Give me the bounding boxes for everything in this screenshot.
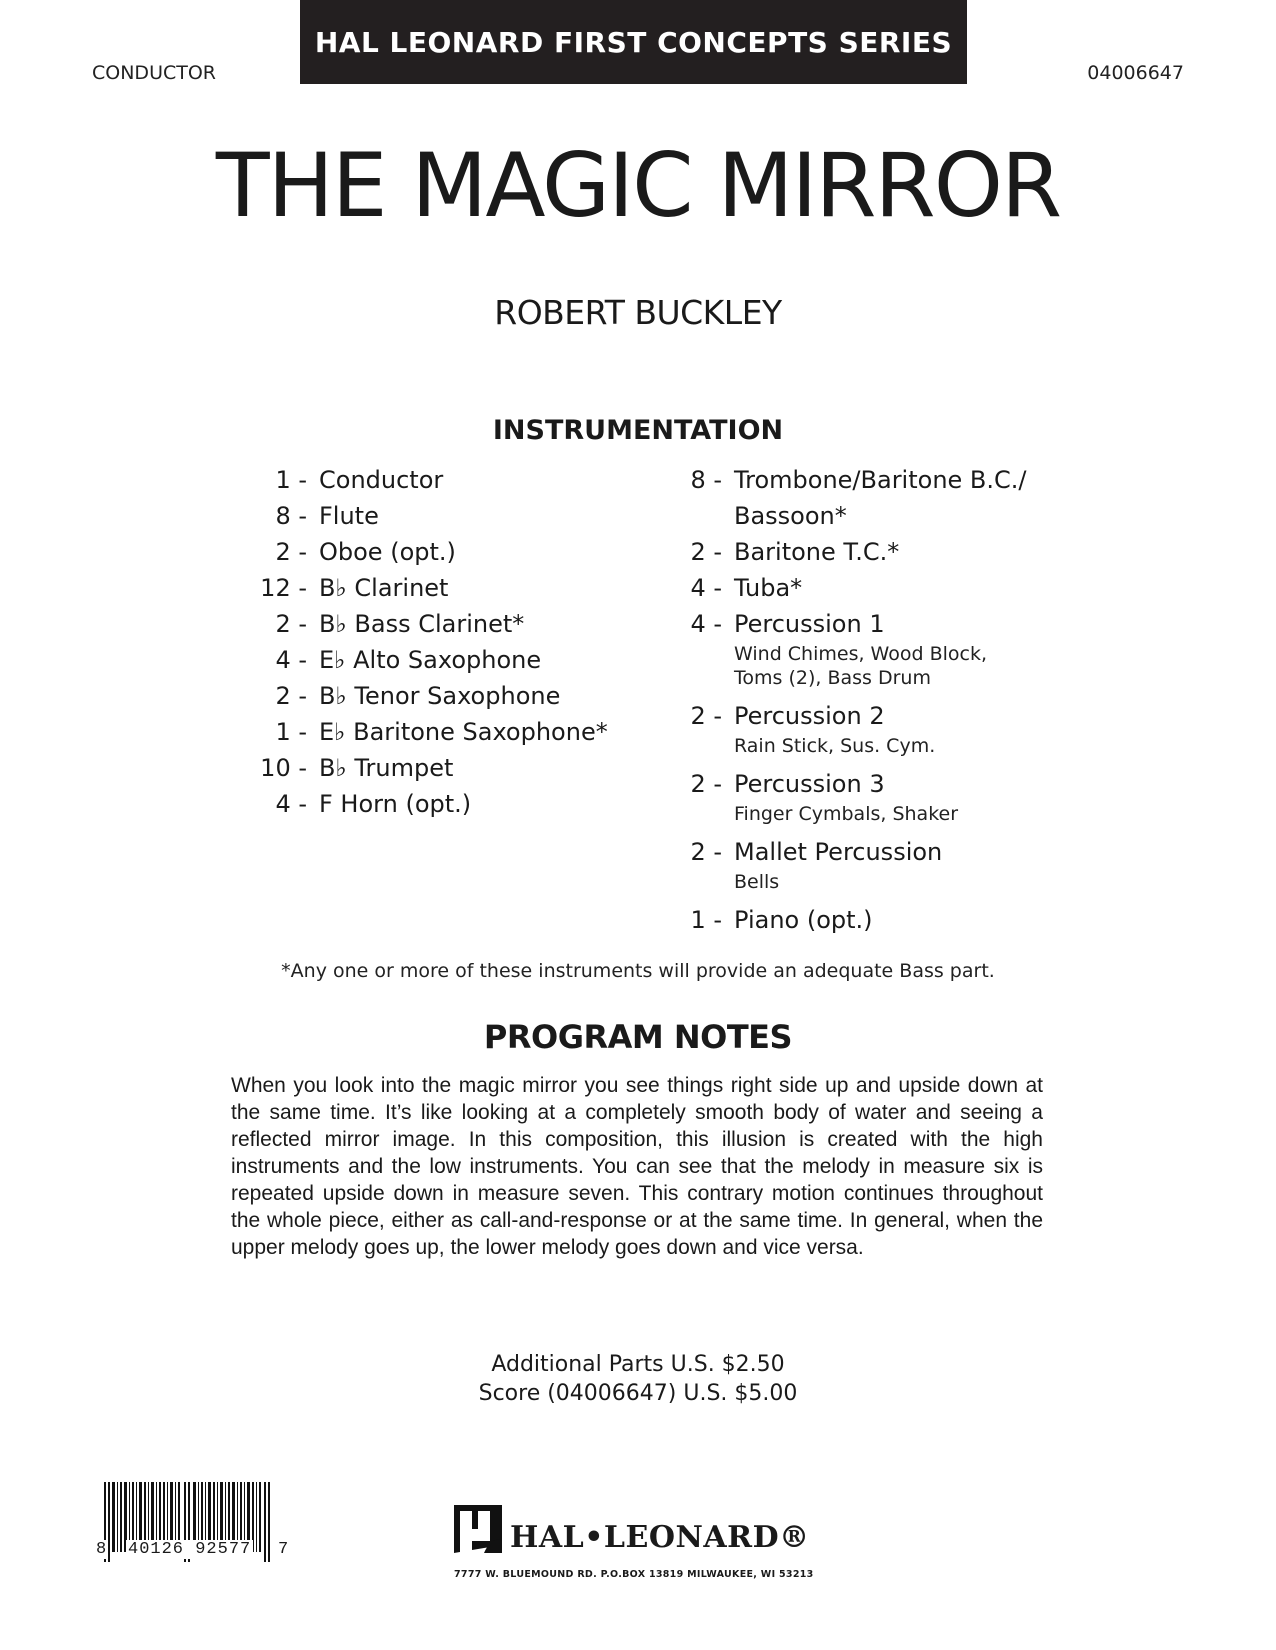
instrument-qty: 2 - — [275, 538, 307, 566]
instrument-name: Piano (opt.) — [734, 906, 873, 934]
instrument-name: B♭ Trumpet — [319, 754, 454, 782]
instrument-qty: 4 - — [275, 790, 307, 818]
instrument-qty: 1 - — [275, 466, 307, 494]
instrument-name: Mallet Percussion — [734, 838, 943, 866]
instrument-name-continued: Bassoon* — [734, 502, 847, 530]
bass-part-footnote: *Any one or more of these instruments will provide an adequate Bass part. — [281, 960, 995, 982]
edition-label: CONDUCTOR — [92, 62, 217, 84]
instrument-item — [255, 714, 608, 750]
instrument-detail: Toms (2), Bass Drum — [734, 667, 931, 689]
instrument-item — [255, 750, 608, 786]
program-notes-body: When you look into the magic mirror you see things right side up and upside down at the same time. It’s like looking at a completely smooth body of water and seeing a reflected mirror image. In this composition, this illusion is created with the high instruments and the low instruments. You can see that the melody in measure six is repeated upside down in measure seven. This contrary motion continues throughout the whole piece, either as call-and-response or at the same time. In general, when the upper melody goes up, the lower melody goes down and vice versa. — [231, 1074, 1043, 1259]
instrument-name: Flute — [319, 502, 379, 530]
series-banner: HAL LEONARD FIRST CONCEPTS SERIES — [300, 0, 967, 84]
page-title: THE MAGIC MIRROR — [215, 134, 1061, 237]
instrumentation-heading: INSTRUMENTATION — [492, 415, 784, 446]
instrument-item — [255, 498, 608, 534]
instrument-qty: 2 - — [690, 770, 722, 798]
barcode-lead-digit: 8 — [96, 1540, 107, 1559]
barcode — [90, 1482, 300, 1582]
instrument-detail: Bells — [734, 871, 780, 893]
instrument-name: Baritone T.C.* — [734, 538, 900, 566]
instrument-item — [255, 570, 608, 606]
instrumentation-left-column — [255, 462, 608, 822]
instrument-item — [670, 570, 1027, 606]
instrument-name: Percussion 2 — [734, 702, 885, 730]
instrument-name: Percussion 3 — [734, 770, 885, 798]
instrument-name: B♭ Bass Clarinet* — [319, 610, 525, 638]
instrument-item — [255, 534, 608, 570]
instrument-qty: 4 - — [275, 646, 307, 674]
instrument-item — [670, 902, 1027, 938]
instrument-qty: 2 - — [690, 538, 722, 566]
instrument-name: B♭ Clarinet — [319, 574, 449, 602]
instrument-detail: Finger Cymbals, Shaker — [734, 803, 959, 825]
instrument-name: Conductor — [319, 466, 444, 494]
instrument-qty: 4 - — [690, 610, 722, 638]
publisher-name: HAL•LEONARD® — [510, 1520, 810, 1555]
barcode-check-digit: 7 — [278, 1540, 289, 1559]
instrument-qty: 12 - — [260, 574, 307, 602]
instrument-qty: 10 - — [260, 754, 307, 782]
instrument-qty: 2 - — [275, 610, 307, 638]
instrument-name: E♭ Baritone Saxophone* — [319, 718, 608, 746]
barcode-digits: 40126 92577 — [128, 1540, 252, 1559]
publisher-address: 7777 W. BLUEMOUND RD. P.O.BOX 13819 MILWAUKEE, WI 53213 — [454, 1569, 814, 1580]
instrument-qty: 1 - — [275, 718, 307, 746]
instrument-name: E♭ Alto Saxophone — [319, 646, 542, 674]
instrument-item — [670, 698, 1027, 758]
instrument-item — [255, 462, 608, 498]
instrument-name: B♭ Tenor Saxophone — [319, 682, 561, 710]
program-notes-heading: PROGRAM NOTES — [483, 1018, 793, 1056]
instrument-item — [255, 678, 608, 714]
instrument-name: Percussion 1 — [734, 610, 885, 638]
composer-name: ROBERT BUCKLEY — [494, 293, 782, 332]
instrument-name: F Horn (opt.) — [319, 790, 472, 818]
instrument-detail: Wind Chimes, Wood Block, — [734, 643, 988, 665]
instrument-item — [670, 766, 1027, 826]
instrument-item — [255, 606, 608, 642]
instrument-item — [255, 786, 608, 822]
instrument-qty: 2 - — [275, 682, 307, 710]
instrument-qty: 8 - — [690, 466, 722, 494]
catalog-number: 04006647 — [1087, 62, 1184, 84]
instrument-detail: Rain Stick, Sus. Cym. — [734, 735, 936, 757]
instrument-qty: 4 - — [690, 574, 722, 602]
instrument-item — [255, 642, 608, 678]
instrument-qty: 1 - — [690, 906, 722, 934]
instrument-item — [670, 534, 1027, 570]
instrument-name: Trombone/Baritone B.C./ — [734, 466, 1027, 494]
instrument-qty: 8 - — [275, 502, 307, 530]
instrumentation-right-column — [670, 462, 1027, 938]
instrument-item — [670, 834, 1027, 894]
instrument-qty: 2 - — [690, 702, 722, 730]
additional-parts-price: Additional Parts U.S. $2.50 — [491, 1352, 785, 1377]
instrument-qty: 2 - — [690, 838, 722, 866]
score-price: Score (04006647) U.S. $5.00 — [478, 1381, 798, 1406]
hal-leonard-logo-icon — [454, 1505, 514, 1560]
instrument-item — [670, 606, 1027, 690]
instrument-item — [670, 462, 1027, 534]
instrument-name: Tuba* — [734, 574, 803, 602]
instrument-name: Oboe (opt.) — [319, 538, 456, 566]
